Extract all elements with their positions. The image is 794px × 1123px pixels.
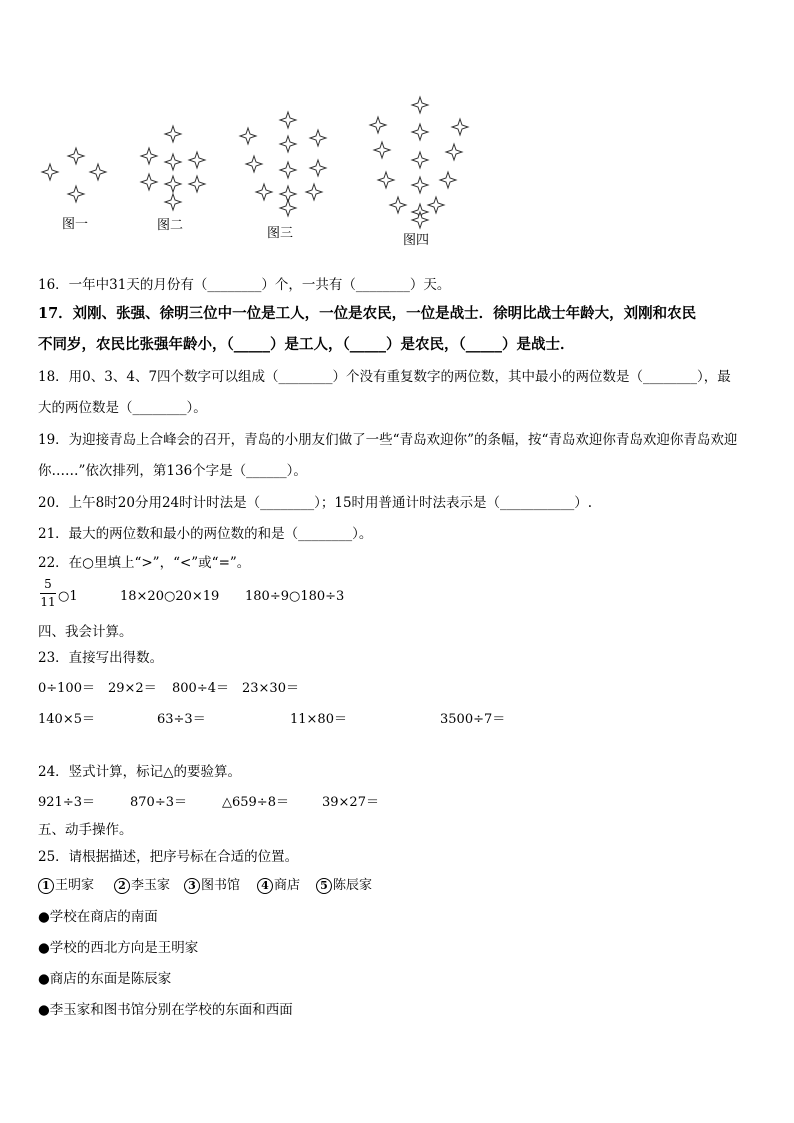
figure-4-caption: 图四 [403,233,430,248]
compare-item-3: 180÷9○180÷3 [245,589,345,604]
calc-39-x-27: 39×27＝ [322,795,379,810]
star-icon [452,119,468,135]
question-18-line-2: 大的两位数是（________）。 [38,400,207,416]
star-icon [280,162,296,178]
star-icon [412,124,428,140]
option-label: 王明家 [55,878,95,893]
star-icon [165,126,181,142]
star-icon [412,212,428,228]
calc-921-div-3: 921÷3＝ [38,795,95,810]
question-16: 16．一年中31天的月份有（________）个，一共有（________）天。 [38,277,451,293]
star-icon [280,200,296,216]
fraction-5-11 [38,577,58,610]
calc-11-x-80: 11×80＝ [290,712,347,727]
star-icon [280,112,296,128]
calc-63-div-3: 63÷3＝ [157,712,206,727]
star-icon [280,136,296,152]
question-21: 21．最大的两位数和最小的两位数的和是（________）。 [38,526,373,542]
question-24: 24．竖式计算，标记△的要验算。 [38,764,242,780]
question-17-line-1: 17．刘刚、张强、徐明三位中一位是工人，一位是农民，一位是战士．徐明比战士年龄大，刘刚和农民 [38,305,697,322]
question-18-line-1: 18．用0、3、4、7四个数字可以组成（________）个没有重复数字的两位数，其中最小的两位数是（________），最 [38,369,731,385]
figure-3 [235,90,335,250]
calc-29-x-2: 29×2＝ [108,681,157,696]
circled-number-5: 5 [316,878,332,894]
option-liyu [114,874,170,894]
star-icon [440,172,456,188]
figure-2 [135,90,215,250]
question-19-line-2: 你……”依次排列，第136个字是（______）。 [38,463,307,479]
star-icon [90,164,106,180]
star-icon [165,154,181,170]
circled-number-2: 2 [114,878,130,894]
clue-1: ●学校在商店的南面 [38,909,158,925]
calc-0-div-100: 0÷100＝ [38,681,95,696]
figure-3-caption: 图三 [267,226,294,241]
question-22: 22．在○里填上“>”，“<”或“=”。 [38,555,251,571]
star-icon [378,172,394,188]
star-icon [68,186,84,202]
option-label: 图书馆 [201,878,241,893]
circled-number-1: 1 [38,878,54,894]
star-icon [165,194,181,210]
option-label: 商店 [274,878,301,893]
calc-23-x-30: 23×30＝ [242,681,299,696]
calc-140-x-5: 140×5＝ [38,712,95,727]
star-icon [310,130,326,146]
figure-2-caption: 图二 [157,218,184,233]
fraction-numerator: 5 [44,577,52,591]
calc-659-div-8: △659÷8＝ [222,795,289,810]
star-icon [240,128,256,144]
clue-4: ●李玉家和图书馆分别在学校的东面和西面 [38,1002,293,1018]
star-icon [306,184,322,200]
question-17-line-2: 不同岁，农民比张强年龄小，（_____）是工人，（_____）是农民，（_____）是战士． [38,336,575,353]
star-icon [446,144,462,160]
option-library [184,874,240,894]
star-icon [189,176,205,192]
star-icon [412,177,428,193]
figure-3-stars [235,90,335,240]
question-25: 25．请根据描述，把序号标在合适的位置。 [38,849,299,865]
option-label: 李玉家 [131,878,171,893]
circled-number-3: 3 [184,878,200,894]
star-icon [428,197,444,213]
option-label: 陈辰家 [333,878,373,893]
calc-3500-div-7: 3500÷7＝ [440,712,506,727]
compare-item-2: 18×20○20×19 [120,589,220,604]
section-4-heading: 四、我会计算。 [38,624,133,640]
fraction-bar [40,593,56,594]
star-icon [390,197,406,213]
star-icon [141,174,157,190]
option-wangming [38,874,94,894]
section-5-heading: 五、动手操作。 [38,822,133,838]
star-icon [68,148,84,164]
star-icon [310,160,326,176]
calc-800-div-4: 800÷4＝ [172,681,229,696]
circled-number-4: 4 [257,878,273,894]
question-23: 23．直接写出得数。 [38,650,164,666]
clue-2: ●学校的西北方向是王明家 [38,940,199,956]
star-icon [42,164,58,180]
option-chenchen [316,874,372,894]
calc-870-div-3: 870÷3＝ [130,795,187,810]
figure-1 [38,90,118,250]
figure-4 [365,90,475,250]
fraction-denominator: 11 [40,595,56,609]
question-20: 20．上午8时20分用24时计时法是（________）；15时用普通计时法表示是（___________）. [38,495,593,511]
star-icon [412,97,428,113]
star-icon [412,152,428,168]
figure-4-stars [365,90,475,250]
star-icon [165,176,181,192]
compare-item-1: ○1 [58,589,78,604]
figure-1-caption: 图一 [62,217,89,232]
clue-3: ●商店的东面是陈辰家 [38,971,172,987]
star-icon [374,142,390,158]
star-icon [189,152,205,168]
star-icon [246,156,262,172]
option-shop [257,874,300,894]
star-icon [256,184,272,200]
question-19-line-1: 19．为迎接青岛上合峰会的召开，青岛的小朋友们做了一些“青岛欢迎你”的条幅，按“青岛欢迎你青岛欢迎你青岛欢迎 [38,432,738,448]
star-icon [141,148,157,164]
star-icon [370,117,386,133]
